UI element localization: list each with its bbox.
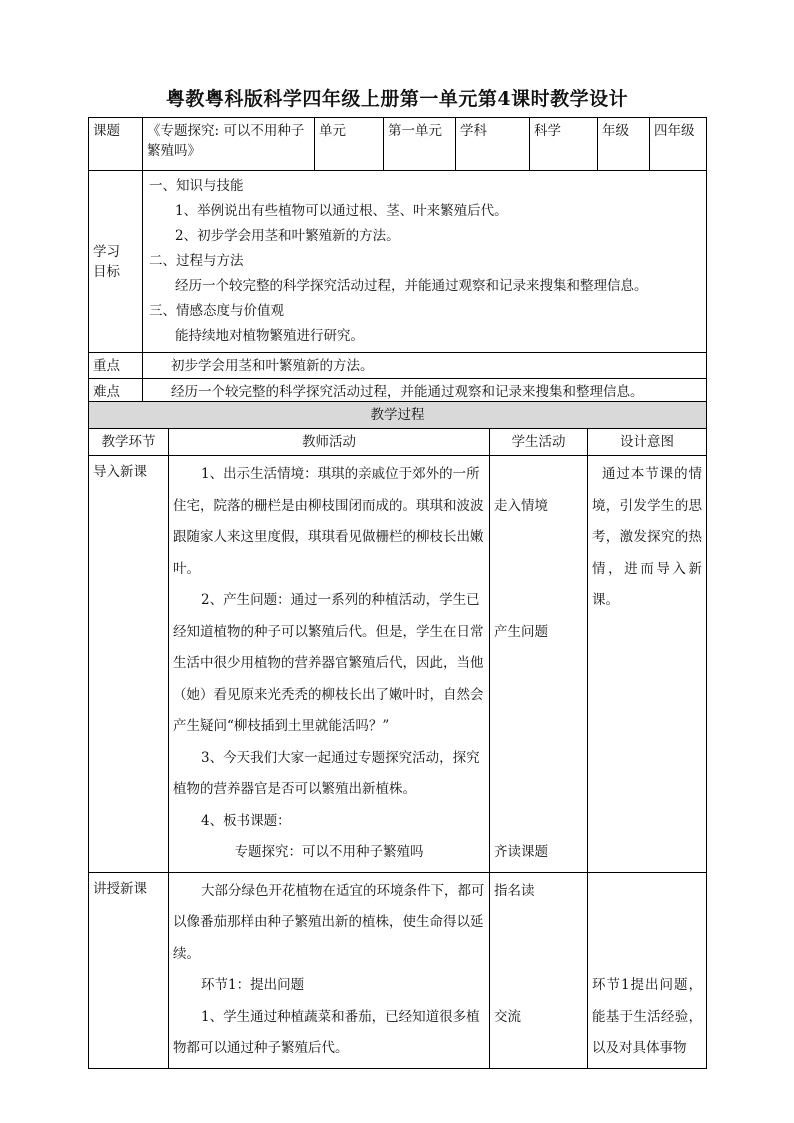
teacher-paragraph: 1、学生通过种植蔬菜和番茄，已经知道很多植物都可以通过种子繁殖后代。 bbox=[173, 1008, 480, 1056]
student-activity: 齐读课题 bbox=[494, 844, 548, 860]
objective-heading: 二、过程与方法 bbox=[149, 253, 244, 269]
objective-heading: 三、情感态度与价值观 bbox=[149, 303, 284, 319]
teacher-paragraph: 2、产生问题：通过一系列的种植活动，学生已经知道植物的种子可以繁殖后代。但是，学生在日常生活中很少用植物的营养器官繁殖后代，因此，当他（她）看见原来光秃秃的柳枝长出了嫩叶时，自然会产生疑问“柳枝插到土里就能活吗？” bbox=[173, 592, 484, 734]
student-activity: 走入情境 bbox=[494, 497, 548, 514]
objective-heading: 一、知识与技能 bbox=[149, 178, 244, 194]
subject-value: 科学 bbox=[530, 118, 598, 171]
topic-label: 课题 bbox=[89, 118, 143, 171]
grade-value: 四年级 bbox=[650, 118, 707, 171]
unit-value: 第一单元 bbox=[384, 118, 456, 171]
objectives-label: 学习 目标 bbox=[89, 171, 143, 353]
header-intent: 设计意图 bbox=[588, 429, 707, 456]
unit-label: 单元 bbox=[315, 118, 384, 171]
teach-intent bbox=[588, 872, 707, 1068]
subject-label: 学科 bbox=[456, 118, 530, 171]
header-student: 学生活动 bbox=[490, 429, 588, 456]
intro-stage: 导入新课 bbox=[89, 456, 169, 873]
objectives-row bbox=[89, 171, 707, 353]
header-teacher: 教师活动 bbox=[169, 429, 490, 456]
teach-row bbox=[89, 872, 707, 1068]
teach-teacher bbox=[169, 872, 490, 1068]
grade-label: 年级 bbox=[598, 118, 650, 171]
teacher-paragraph: 大部分绿色开花植物在适宜的环境条件下，都可以像番茄那样由种子繁殖出新的植株，使生命得以延续。 bbox=[173, 882, 485, 962]
info-table bbox=[88, 117, 707, 405]
teacher-paragraph: 环节1：提出问题 bbox=[201, 977, 305, 993]
topic-row bbox=[89, 118, 707, 171]
process-title: 教学过程 bbox=[89, 402, 707, 429]
intro-student bbox=[490, 456, 588, 873]
difficulty-value: 经历一个较完整的科学探究活动过程，并能通过观察和记录来搜集和整理信息。 bbox=[143, 379, 707, 405]
process-header-row bbox=[89, 429, 707, 456]
teach-stage: 讲授新课 bbox=[89, 872, 169, 1068]
teacher-paragraph: 4、板书课题： bbox=[201, 812, 291, 829]
teach-student bbox=[490, 872, 588, 1068]
process-title-row bbox=[89, 402, 707, 429]
intro-intent bbox=[588, 456, 707, 873]
objectives-content bbox=[143, 171, 707, 353]
objective-item: 经历一个较完整的科学探究活动过程，并能通过观察和记录来搜集和整理信息。 bbox=[175, 278, 648, 294]
student-activity: 交流 bbox=[494, 1008, 521, 1025]
objective-item: 2、初步学会用茎和叶繁殖新的方法。 bbox=[175, 228, 400, 244]
topic-value-line-1: 《专题探究: 可以不用种子 bbox=[147, 123, 305, 139]
intent-text: 环节1提出问题，能基于生活经验，以及对具体事物 bbox=[592, 977, 702, 1056]
student-activity: 指名读 bbox=[494, 882, 535, 899]
board-title: 专题探究：可以不用种子繁殖吗 bbox=[234, 844, 424, 860]
objective-item: 能持续地对植物繁殖进行研究。 bbox=[175, 328, 364, 344]
header-stage: 教学环节 bbox=[89, 429, 169, 456]
teacher-paragraph: 3、今天我们大家一起通过专题探究活动，探究植物的营养器官是否可以繁殖出新植株。 bbox=[173, 749, 480, 797]
difficulty-label: 难点 bbox=[89, 379, 143, 405]
teacher-paragraph: 1、出示生活情境：琪琪的亲戚位于郊外的一所住宅，院落的栅栏是由柳枝围闭而成的。琪琪和波波跟随家人来这里度假，琪琪看见做栅栏的柳枝长出嫩叶。 bbox=[173, 466, 484, 577]
intro-teacher bbox=[169, 456, 490, 873]
key-point-label: 重点 bbox=[89, 353, 143, 379]
intro-row bbox=[89, 456, 707, 873]
key-point-row bbox=[89, 353, 707, 379]
page-title: 粤教粤科版科学四年级上册第一单元第4课时教学设计 bbox=[165, 88, 629, 110]
topic-value bbox=[143, 118, 315, 171]
key-point-value: 初步学会用茎和叶繁殖新的方法。 bbox=[143, 353, 707, 379]
student-activity: 产生问题 bbox=[494, 623, 548, 640]
topic-value-line-2: 繁殖吗》 bbox=[147, 143, 201, 159]
intent-text: 通过本节课的情境，引发学生的思考，激发探究的热情，进而导入新课。 bbox=[592, 466, 702, 608]
process-table bbox=[88, 401, 707, 1069]
objective-item: 1、举例说出有些植物可以通过根、茎、叶来繁殖后代。 bbox=[175, 203, 508, 219]
